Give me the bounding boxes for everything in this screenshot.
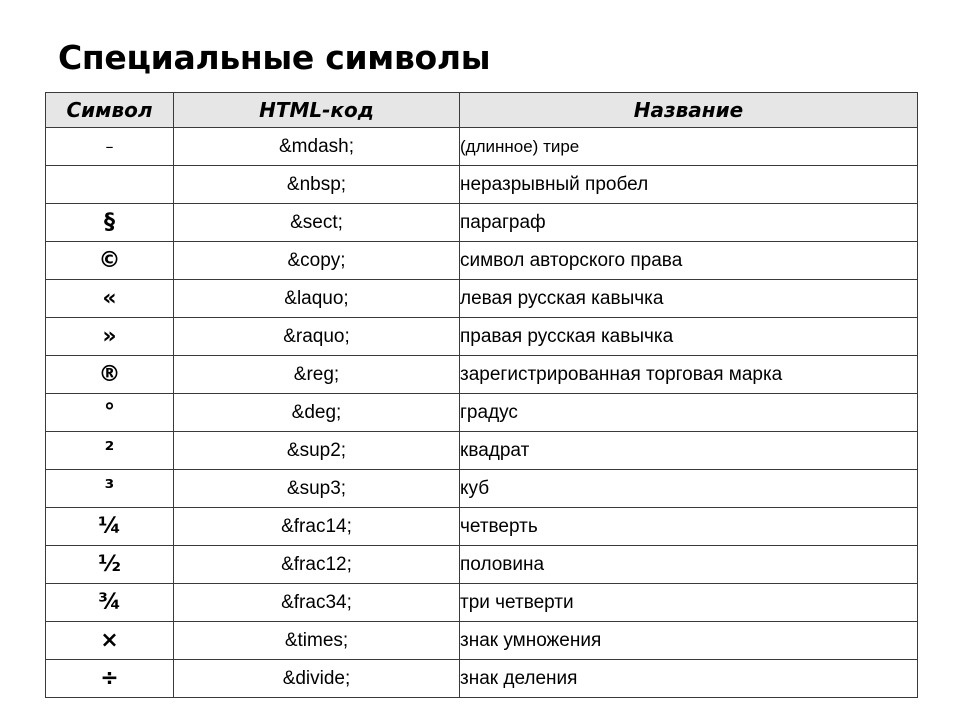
code-cell: &laquo; (174, 280, 460, 318)
name-cell: параграф (460, 204, 918, 242)
code-cell: &frac12; (174, 546, 460, 584)
table-row (46, 394, 918, 432)
symbol-cell: ³ (46, 470, 174, 508)
table-row (46, 128, 918, 166)
name-cell: левая русская кавычка (460, 280, 918, 318)
table-row (46, 280, 918, 318)
table-row (46, 242, 918, 280)
code-cell: &sup3; (174, 470, 460, 508)
symbol-cell (46, 166, 174, 204)
symbol-cell: ¾ (46, 584, 174, 622)
table-row (46, 356, 918, 394)
code-cell: &raquo; (174, 318, 460, 356)
name-cell: знак деления (460, 660, 918, 698)
code-cell: &nbsp; (174, 166, 460, 204)
symbol-cell: ½ (46, 546, 174, 584)
name-cell: куб (460, 470, 918, 508)
special-symbols-table (45, 92, 918, 698)
name-cell: неразрывный пробел (460, 166, 918, 204)
symbol-cell: ² (46, 432, 174, 470)
symbol-cell: « (46, 280, 174, 318)
table-row (46, 318, 918, 356)
table-row (46, 622, 918, 660)
table-row (46, 508, 918, 546)
name-cell: три четверти (460, 584, 918, 622)
code-cell: &copy; (174, 242, 460, 280)
symbol-cell: § (46, 204, 174, 242)
code-cell: &reg; (174, 356, 460, 394)
header-name: Название (460, 93, 918, 128)
name-cell: половина (460, 546, 918, 584)
name-cell: зарегистрированная торговая марка (460, 356, 918, 394)
code-cell: &deg; (174, 394, 460, 432)
table-header-row (46, 93, 918, 128)
name-cell: символ авторского права (460, 242, 918, 280)
code-cell: &frac34; (174, 584, 460, 622)
table-row (46, 584, 918, 622)
table-row (46, 432, 918, 470)
code-cell: &frac14; (174, 508, 460, 546)
name-cell: (длинное) тире (460, 128, 918, 166)
symbol-cell: ° (46, 394, 174, 432)
name-cell: четверть (460, 508, 918, 546)
symbol-cell: – (46, 128, 174, 166)
table-row (46, 660, 918, 698)
symbol-cell: × (46, 622, 174, 660)
name-cell: квадрат (460, 432, 918, 470)
table-row (46, 204, 918, 242)
header-html-code: HTML-код (174, 93, 460, 128)
page-title: Специальные символы (58, 38, 491, 77)
symbol-cell: ® (46, 356, 174, 394)
code-cell: &times; (174, 622, 460, 660)
code-cell: &sup2; (174, 432, 460, 470)
symbol-cell: © (46, 242, 174, 280)
symbol-cell: ÷ (46, 660, 174, 698)
name-cell: знак умножения (460, 622, 918, 660)
table-row (46, 166, 918, 204)
symbol-cell: » (46, 318, 174, 356)
table-row (46, 470, 918, 508)
code-cell: &mdash; (174, 128, 460, 166)
symbol-cell: ¼ (46, 508, 174, 546)
code-cell: &divide; (174, 660, 460, 698)
code-cell: &sect; (174, 204, 460, 242)
name-cell: градус (460, 394, 918, 432)
table-row (46, 546, 918, 584)
name-cell: правая русская кавычка (460, 318, 918, 356)
header-symbol: Символ (46, 93, 174, 128)
